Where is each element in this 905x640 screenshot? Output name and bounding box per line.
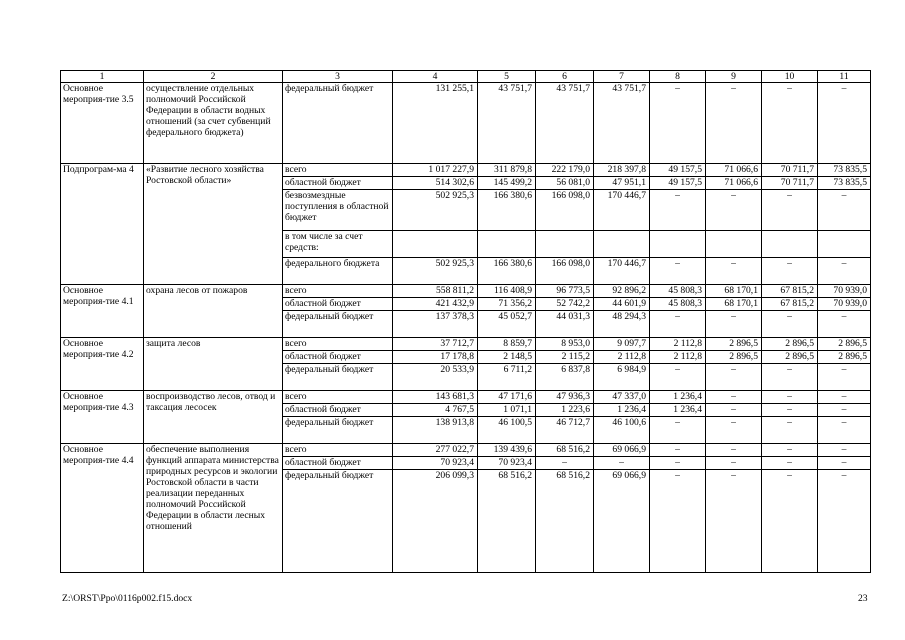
value-cell: – — [650, 444, 706, 457]
value-cell: – — [650, 83, 706, 164]
value-cell: 68 516,2 — [536, 470, 594, 573]
value-cell: 421 432,9 — [393, 298, 478, 311]
event-cell: Подпрограм-ма 4 — [61, 164, 144, 285]
value-cell: 2 896,5 — [706, 338, 762, 351]
value-cell: 70 711,7 — [762, 164, 818, 177]
value-cell: – — [818, 258, 871, 285]
value-cell: 311 879,8 — [478, 164, 536, 177]
header-cell: 3 — [283, 71, 393, 83]
description-cell: осуществление отдельных полномочий Российской Федерации в области водных отношений (за счет субвенций федерального бюджета) — [144, 83, 283, 164]
value-cell: – — [762, 83, 818, 164]
value-cell: 47 951,1 — [594, 177, 650, 190]
source-cell: федеральный бюджет — [283, 417, 393, 444]
value-cell: 131 255,1 — [393, 83, 478, 164]
value-cell: 2 896,5 — [762, 338, 818, 351]
value-cell: – — [706, 83, 762, 164]
header-cell: 11 — [818, 71, 871, 83]
event-cell: Основное мероприя-тие 3.5 — [61, 83, 144, 164]
source-cell: всего — [283, 391, 393, 404]
source-cell: всего — [283, 338, 393, 351]
value-cell: – — [762, 258, 818, 285]
value-cell: – — [650, 470, 706, 573]
description-cell: «Развитие лесного хозяйства Ростовской области» — [144, 164, 283, 285]
value-cell: – — [762, 470, 818, 573]
source-cell: в том числе за счет средств: — [283, 231, 393, 258]
value-cell: 2 112,8 — [650, 351, 706, 364]
value-cell: – — [762, 190, 818, 231]
value-cell: – — [762, 444, 818, 457]
value-cell: – — [818, 444, 871, 457]
event-cell: Основное мероприя-тие 4.2 — [61, 338, 144, 391]
value-cell: – — [594, 457, 650, 470]
value-cell: 46 100,5 — [478, 417, 536, 444]
value-cell: 71 356,2 — [478, 298, 536, 311]
value-cell: 2 148,5 — [478, 351, 536, 364]
value-cell: 6 711,2 — [478, 364, 536, 391]
value-cell: 1 017 227,9 — [393, 164, 478, 177]
table-row — [61, 444, 871, 457]
value-cell: – — [762, 417, 818, 444]
value-cell: 514 302,6 — [393, 177, 478, 190]
value-cell: 45 808,3 — [650, 285, 706, 298]
value-cell: 70 923,4 — [478, 457, 536, 470]
header-cell: 6 — [536, 71, 594, 83]
value-cell: 49 157,5 — [650, 164, 706, 177]
value-cell — [650, 231, 706, 258]
value-cell: 8 953,0 — [536, 338, 594, 351]
source-cell: федеральный бюджет — [283, 311, 393, 338]
value-cell: 71 066,6 — [706, 177, 762, 190]
value-cell: – — [762, 457, 818, 470]
value-cell: – — [818, 83, 871, 164]
value-cell: – — [650, 457, 706, 470]
value-cell: – — [818, 364, 871, 391]
source-cell: федеральный бюджет — [283, 83, 393, 164]
value-cell: – — [706, 190, 762, 231]
value-cell: – — [650, 190, 706, 231]
value-cell: 1 223,6 — [536, 404, 594, 417]
value-cell: 69 066,9 — [594, 470, 650, 573]
source-cell: федерального бюджета — [283, 258, 393, 285]
table-body — [61, 83, 871, 573]
value-cell: 2 112,8 — [594, 351, 650, 364]
value-cell: 502 925,3 — [393, 190, 478, 231]
value-cell — [818, 231, 871, 258]
event-cell: Основное мероприя-тие 4.1 — [61, 285, 144, 338]
description-cell: охрана лесов от пожаров — [144, 285, 283, 338]
value-cell: – — [762, 404, 818, 417]
value-cell: 49 157,5 — [650, 177, 706, 190]
value-cell: 44 601,9 — [594, 298, 650, 311]
source-cell: областной бюджет — [283, 298, 393, 311]
value-cell: 47 936,3 — [536, 391, 594, 404]
value-cell: 145 499,2 — [478, 177, 536, 190]
value-cell: 116 408,9 — [478, 285, 536, 298]
value-cell: 166 098,0 — [536, 258, 594, 285]
value-cell: 143 681,3 — [393, 391, 478, 404]
header-cell: 4 — [393, 71, 478, 83]
value-cell: 8 859,7 — [478, 338, 536, 351]
value-cell: 137 378,3 — [393, 311, 478, 338]
value-cell: 56 081,0 — [536, 177, 594, 190]
value-cell: 2 896,5 — [818, 338, 871, 351]
page-number: 23 — [858, 593, 868, 604]
value-cell: 1 236,4 — [594, 404, 650, 417]
value-cell: 67 815,2 — [762, 298, 818, 311]
table-row — [61, 285, 871, 298]
value-cell: – — [706, 311, 762, 338]
value-cell: 218 397,8 — [594, 164, 650, 177]
value-cell — [536, 231, 594, 258]
value-cell: – — [818, 190, 871, 231]
value-cell: 73 835,5 — [818, 177, 871, 190]
event-cell: Основное мероприя-тие 4.4 — [61, 444, 144, 573]
value-cell: 277 022,7 — [393, 444, 478, 457]
value-cell: 46 100,6 — [594, 417, 650, 444]
value-cell: 37 712,7 — [393, 338, 478, 351]
value-cell: 45 808,3 — [650, 298, 706, 311]
source-cell: безвозмездные поступления в областной бюджет — [283, 190, 393, 231]
header-cell: 10 — [762, 71, 818, 83]
value-cell: 68 516,2 — [478, 470, 536, 573]
source-cell: всего — [283, 164, 393, 177]
value-cell: 170 446,7 — [594, 190, 650, 231]
value-cell: – — [650, 311, 706, 338]
table-row — [61, 391, 871, 404]
value-cell: 222 179,0 — [536, 164, 594, 177]
value-cell: – — [706, 444, 762, 457]
source-cell: федеральный бюджет — [283, 470, 393, 573]
description-cell: воспроизводство лесов, отвод и таксация лесосек — [144, 391, 283, 444]
value-cell: – — [762, 364, 818, 391]
value-cell: 70 939,0 — [818, 285, 871, 298]
value-cell: 70 923,4 — [393, 457, 478, 470]
value-cell: 170 446,7 — [594, 258, 650, 285]
value-cell: 2 896,5 — [762, 351, 818, 364]
value-cell: – — [536, 457, 594, 470]
value-cell: 166 380,6 — [478, 258, 536, 285]
value-cell: – — [818, 391, 871, 404]
value-cell: 68 170,1 — [706, 285, 762, 298]
value-cell: 1 236,4 — [650, 391, 706, 404]
value-cell: 1 236,4 — [650, 404, 706, 417]
value-cell: 43 751,7 — [594, 83, 650, 164]
value-cell: 70 939,0 — [818, 298, 871, 311]
value-cell: – — [706, 470, 762, 573]
value-cell — [762, 231, 818, 258]
value-cell: 166 098,0 — [536, 190, 594, 231]
value-cell: – — [650, 364, 706, 391]
table-row — [61, 83, 871, 164]
value-cell: 69 066,9 — [594, 444, 650, 457]
source-cell: областной бюджет — [283, 457, 393, 470]
value-cell: – — [706, 417, 762, 444]
value-cell: 47 171,6 — [478, 391, 536, 404]
budget-table-container — [60, 70, 871, 573]
value-cell: 206 099,3 — [393, 470, 478, 573]
value-cell: 20 533,9 — [393, 364, 478, 391]
value-cell — [594, 231, 650, 258]
value-cell: 1 071,1 — [478, 404, 536, 417]
header-cell: 5 — [478, 71, 536, 83]
value-cell: 73 835,5 — [818, 164, 871, 177]
value-cell: 4 767,5 — [393, 404, 478, 417]
value-cell: – — [706, 258, 762, 285]
source-cell: всего — [283, 444, 393, 457]
file-path: Z:\ORST\Ppo\0116p002.f15.docx — [62, 593, 193, 604]
value-cell: 48 294,3 — [594, 311, 650, 338]
value-cell: 6 837,8 — [536, 364, 594, 391]
source-cell: областной бюджет — [283, 404, 393, 417]
value-cell: – — [706, 404, 762, 417]
value-cell: – — [762, 311, 818, 338]
value-cell: 96 773,5 — [536, 285, 594, 298]
value-cell: 68 170,1 — [706, 298, 762, 311]
value-cell: – — [818, 404, 871, 417]
value-cell: 44 031,3 — [536, 311, 594, 338]
value-cell: 502 925,3 — [393, 258, 478, 285]
source-cell: областной бюджет — [283, 177, 393, 190]
value-cell: 166 380,6 — [478, 190, 536, 231]
value-cell: 2 896,5 — [818, 351, 871, 364]
header-cell: 7 — [594, 71, 650, 83]
description-cell: защита лесов — [144, 338, 283, 391]
value-cell: 2 896,5 — [706, 351, 762, 364]
value-cell: 67 815,2 — [762, 285, 818, 298]
value-cell: 2 112,8 — [650, 338, 706, 351]
source-cell: федеральный бюджет — [283, 364, 393, 391]
value-cell: 68 516,2 — [536, 444, 594, 457]
value-cell: 52 742,2 — [536, 298, 594, 311]
value-cell: – — [818, 417, 871, 444]
budget-table — [60, 70, 871, 573]
value-cell: 43 751,7 — [536, 83, 594, 164]
value-cell: – — [818, 470, 871, 573]
source-cell: всего — [283, 285, 393, 298]
value-cell: 17 178,8 — [393, 351, 478, 364]
value-cell — [478, 231, 536, 258]
header-cell: 1 — [61, 71, 144, 83]
value-cell: – — [650, 258, 706, 285]
value-cell: 558 811,2 — [393, 285, 478, 298]
value-cell — [393, 231, 478, 258]
value-cell: – — [706, 364, 762, 391]
value-cell: 138 913,8 — [393, 417, 478, 444]
value-cell: – — [650, 417, 706, 444]
value-cell: 6 984,9 — [594, 364, 650, 391]
value-cell: 46 712,7 — [536, 417, 594, 444]
source-cell: областной бюджет — [283, 351, 393, 364]
value-cell: 70 711,7 — [762, 177, 818, 190]
value-cell: – — [706, 391, 762, 404]
value-cell: 47 337,0 — [594, 391, 650, 404]
value-cell: 43 751,7 — [478, 83, 536, 164]
header-cell: 9 — [706, 71, 762, 83]
value-cell: 45 052,7 — [478, 311, 536, 338]
value-cell: 71 066,6 — [706, 164, 762, 177]
value-cell: – — [762, 391, 818, 404]
header-cell: 8 — [650, 71, 706, 83]
table-row — [61, 164, 871, 177]
event-cell: Основное мероприя-тие 4.3 — [61, 391, 144, 444]
header-row — [61, 71, 871, 83]
header-cell: 2 — [144, 71, 283, 83]
table-row — [61, 338, 871, 351]
value-cell: 139 439,6 — [478, 444, 536, 457]
value-cell: 92 896,2 — [594, 285, 650, 298]
value-cell: – — [818, 457, 871, 470]
value-cell: 2 115,2 — [536, 351, 594, 364]
value-cell — [706, 231, 762, 258]
value-cell: – — [706, 457, 762, 470]
value-cell: 9 097,7 — [594, 338, 650, 351]
description-cell: обеспечение выполнения функций аппарата министерства природных ресурсов и экологии Ростовской области в части реализации переданных полномочий Российской Федерации в области лесных отношений — [144, 444, 283, 573]
value-cell: – — [818, 311, 871, 338]
